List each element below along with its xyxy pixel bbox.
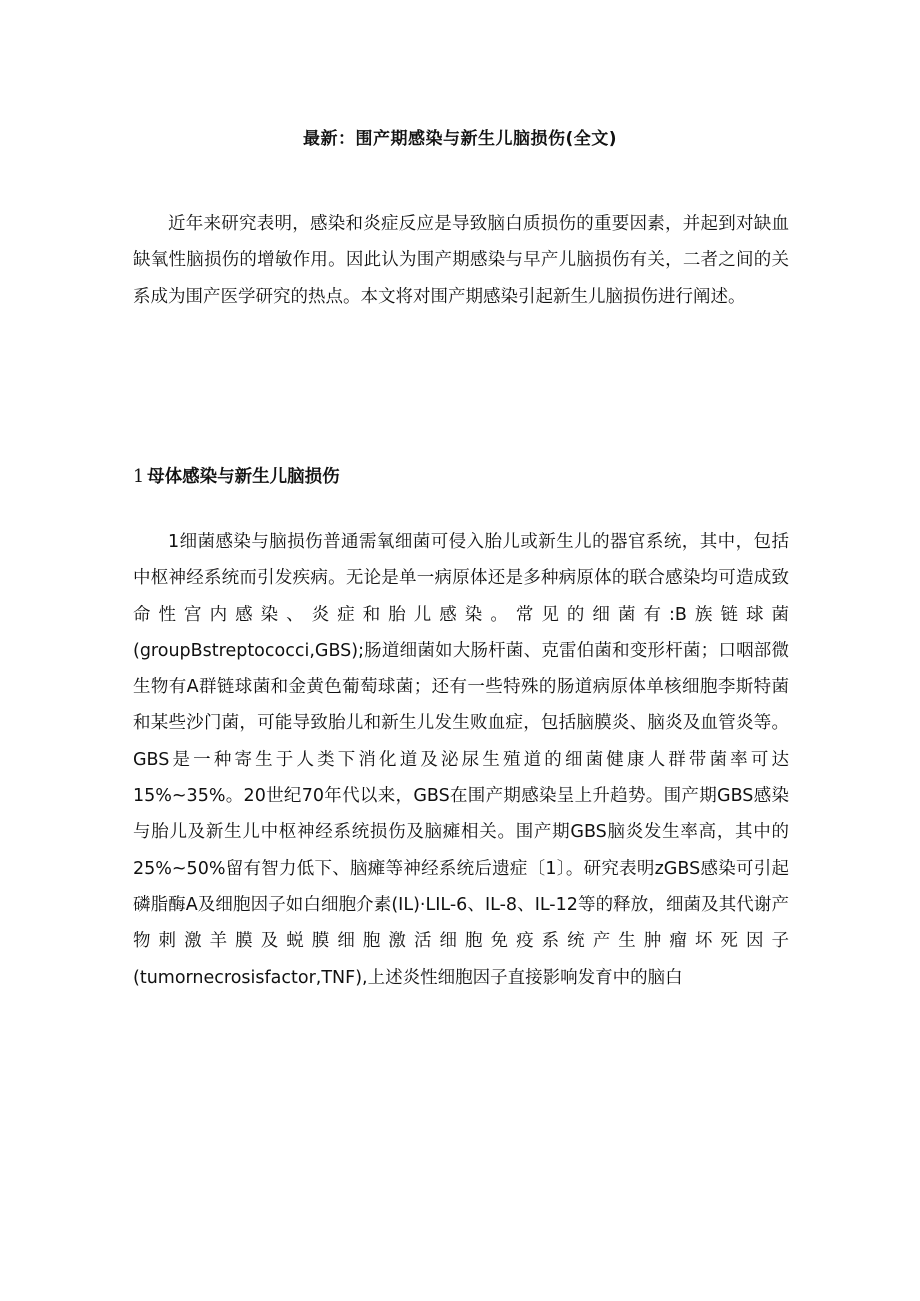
intro-paragraph: 近年来研究表明，感染和炎症反应是导致脑白质损伤的重要因素，并起到对缺血缺氧性脑损伤的增敏作用。因此认为围产期感染与早产儿脑损伤有关，二者之间的关系成为围产医学研究的热点。本文将对围产期感染引起新生儿脑损伤进行阐述。 <box>133 214 789 307</box>
section-heading-text: 母体感染与新生儿脑损伤 <box>147 467 340 487</box>
section-number: 1 <box>133 467 145 487</box>
document-title: 最新：围产期感染与新生儿脑损伤(全文) <box>302 129 618 149</box>
section-body-paragraph: 1细菌感染与脑损伤普通需氧细菌可侵入胎儿或新生儿的器官系统，其中，包括中枢神经系统而引发疾病。无论是单一病原体还是多种病原体的联合感染均可造成致命性宫内感染、炎症和胎儿感染。常见的细菌有:B族链球菌(groupBstreptococci,GBS);肠道细菌如大肠杆菌、克雷伯菌和变形杆菌；口咽部微生物有A群链球菌和金黄色葡萄球菌；还有一些特殊的肠道病原体单核细胞李斯特菌和某些沙门菌，可能导致胎儿和新生儿发生败血症，包括脑膜炎、脑炎及血管炎等。GBS是一种寄生于人类下消化道及泌尿生殖道的细菌健康人群带菌率可达15%~35%。20世纪70年代以来，GBS在围产期感染呈上升趋势。围产期GBS感染与胎儿及新生儿中枢神经系统损伤及脑瘫相关。围产期GBS脑炎发生率高，其中的25%~50%留有智力低下、脑瘫等神经系统后遗症〔1〕。研究表明zGBS感染可引起磷脂酶A及细胞因子如白细胞介素(IL)·LIL-6、IL-8、IL-12等的释放，细菌及其代谢产物刺激羊膜及蜕膜细胞激活细胞免疫系统产生肿瘤坏死因子(tumornecrosisfactor,TNF),上述炎性细胞因子直接影响发育中的脑白 <box>133 532 789 988</box>
section-heading <box>133 463 340 488</box>
